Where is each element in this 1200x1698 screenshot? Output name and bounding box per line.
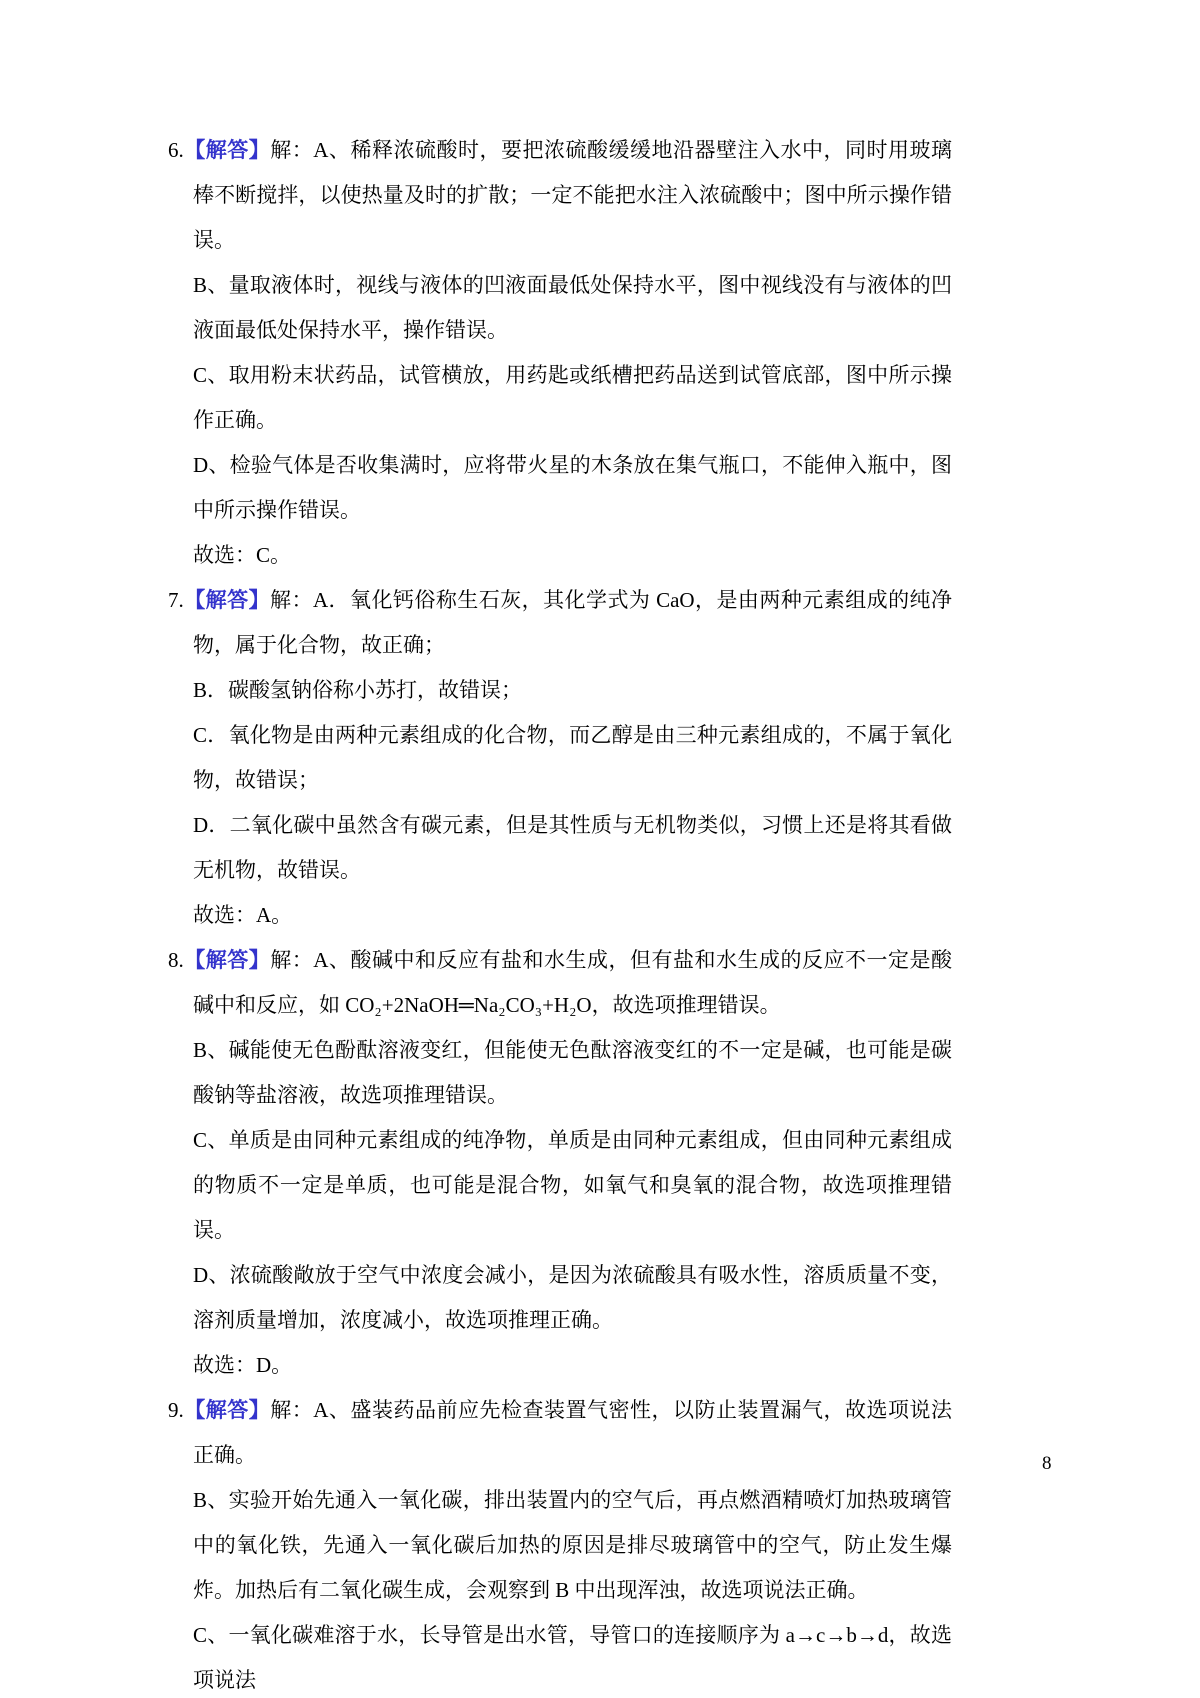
answer-paragraph: C、取用粉末状药品，试管横放，用药匙或纸槽把药品送到试管底部，图中所示操作正确。 bbox=[193, 363, 952, 432]
answer-paragraph: B、量取液体时，视线与液体的凹液面最低处保持水平，图中视线没有与液体的凹液面最低处保持水平，操作错误。 bbox=[193, 273, 952, 342]
answer-paragraph: B．碳酸氢钠俗称小苏打，故错误； bbox=[193, 678, 523, 702]
answer-text: 解：A、酸碱中和反应有盐和水生成，但有盐和水生成的反应不一定是酸碱中和反应，如 CO₂+2NaOH═Na₂CO₃+H₂O，故选项推理错误。 bbox=[193, 948, 952, 1017]
question-number: 9. bbox=[168, 1398, 184, 1422]
question-number: 7. bbox=[168, 588, 184, 612]
answer-paragraph: D、检验气体是否收集满时，应将带火星的木条放在集气瓶口，不能伸入瓶中，图中所示操作错误。 bbox=[193, 453, 952, 522]
answer-first-paragraph bbox=[168, 938, 952, 1028]
answer-tag: 【解答】 bbox=[183, 948, 271, 972]
answer-tag: 【解答】 bbox=[183, 1398, 271, 1422]
answer-paragraph: B、碱能使无色酚酞溶液变红，但能使无色酞溶液变红的不一定是碱，也可能是碳酸钠等盐溶液，故选项推理错误。 bbox=[193, 1038, 952, 1107]
answer-text: 解：A．氧化钙俗称生石灰，其化学式为 CaO，是由两种元素组成的纯净物，属于化合物，故正确； bbox=[193, 588, 953, 657]
question-number: 6. bbox=[168, 138, 184, 162]
answer-block bbox=[168, 578, 952, 938]
answer-block bbox=[168, 1388, 952, 1698]
answer-paragraph: D．二氧化碳中虽然含有碳元素，但是其性质与无机物类似，习惯上还是将其看做无机物，故错误。 bbox=[193, 813, 952, 882]
answer-paragraph: C、单质是由同种元素组成的纯净物，单质是由同种元素组成，但由同种元素组成的物质不一定是单质，也可能是混合物，如氧气和臭氧的混合物，故选项推理错误。 bbox=[193, 1128, 952, 1242]
answer-first-paragraph bbox=[168, 578, 953, 668]
answer-tag: 【解答】 bbox=[183, 138, 271, 162]
answer-block bbox=[168, 938, 952, 1388]
answer-paragraph: C．氧化物是由两种元素组成的化合物，而乙醇是由三种元素组成的，不属于氧化物，故错误； bbox=[193, 723, 952, 792]
answers-list bbox=[168, 128, 952, 1698]
answer-text: 解：A、盛装药品前应先检查装置气密性，以防止装置漏气，故选项说法正确。 bbox=[193, 1398, 952, 1467]
page-number: 8 bbox=[1042, 1453, 1052, 1474]
answer-paragraph: D、浓硫酸敞放于空气中浓度会减小，是因为浓硫酸具有吸水性，溶质质量不变，溶剂质量增加，浓度减小，故选项推理正确。 bbox=[193, 1263, 952, 1332]
answer-paragraph: B、实验开始先通入一氧化碳，排出装置内的空气后，再点燃酒精喷灯加热玻璃管中的氧化铁，先通入一氧化碳后加热的原因是排尽玻璃管中的空气，防止发生爆炸。加热后有二氧化碳生成，会观察到 B 中出现浑浊，故选项说法正确。 bbox=[193, 1488, 952, 1602]
answer-block bbox=[168, 128, 952, 578]
answer-first-paragraph bbox=[168, 1388, 952, 1478]
answer-tag: 【解答】 bbox=[183, 588, 271, 612]
answer-text: 解：A、稀释浓硫酸时，要把浓硫酸缓缓地沿器壁注入水中，同时用玻璃棒不断搅拌，以使热量及时的扩散；一定不能把水注入浓硫酸中；图中所示操作错误。 bbox=[193, 138, 952, 252]
answer-paragraph: 故选：D。 bbox=[193, 1353, 293, 1377]
answer-paragraph: 故选：A。 bbox=[193, 903, 293, 927]
answer-paragraph: 故选：C。 bbox=[193, 543, 292, 567]
question-number: 8. bbox=[168, 948, 184, 972]
answer-paragraph: C、一氧化碳难溶于水，长导管是出水管，导管口的连接顺序为 a→c→b→d，故选项说法 bbox=[193, 1623, 952, 1692]
answer-first-paragraph bbox=[168, 128, 952, 263]
